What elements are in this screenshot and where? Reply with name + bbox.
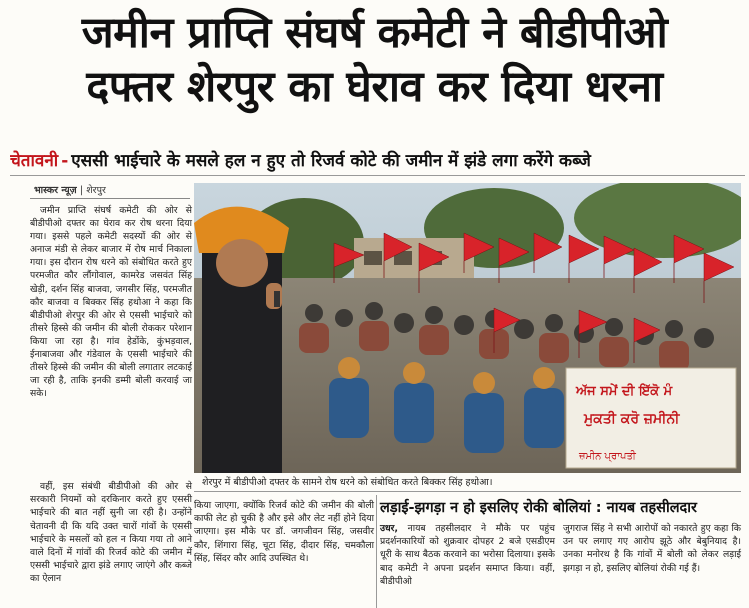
article-column-left-bottom <box>30 480 192 586</box>
article-column-left <box>30 204 192 402</box>
sidebar-lead: उधर, <box>380 523 398 534</box>
sidebar-column-1 <box>380 522 555 588</box>
headline-line-1: जमीन प्राप्ति संघर्ष कमेटी ने बीडीपीओ <box>81 8 668 58</box>
headline-line-2: दफ्तर शेरपुर का घेराव कर दिया धरना <box>86 62 663 112</box>
photo-caption: शेरपुर में बीडीपीओ दफ्तर के सामने रोष धरने को संबोधित करते बिक्कर सिंह हथोआ। <box>194 473 741 492</box>
column-divider <box>376 495 377 608</box>
sidebar-body <box>380 522 741 588</box>
protest-photo-illustration <box>194 183 741 473</box>
subheadline-tag: चेतावनी <box>10 151 59 171</box>
article-column-middle <box>194 499 374 565</box>
headline <box>8 6 741 114</box>
sidebar-text-1: नायब तहसीलदार ने मौके पर पहुंच प्रदर्शनकारियों को शुक्रवार दोपहर 2 बजे एसडीएम धूरी के साथ बैठक करवाने का भरोसा दिलाया। इसके बाद कमेटी ने अपना प्रदर्शन समाप्त किया। वहीं, बीडीपीओ <box>380 523 555 587</box>
byline-agency: भास्कर न्यूज़ <box>34 185 77 196</box>
byline-city: | शेरपुर <box>80 185 106 196</box>
sidebar-text-2: जुगराज सिंह ने सभी आरोपों को नकारते हुए कहा कि उन पर लगाए गए आरोप झूठे और बेबुनियाद है। उनका मनोरथ है कि गांवों में बोली को लेकर लड़ाई झगड़ा न हो, इसलिए बोलियां रोकी गई हैं। <box>563 523 741 574</box>
article-paragraph-1: जमीन प्राप्ति संघर्ष कमेटी की ओर से बीडीपीओ दफ्तर का घेराव कर रोष धरना दिया गया। इससे पहले कमेटी सदस्यों की ओर से अनाज मंडी से लेकर बाजार में रोष मार्च निकाला गया। इस दौरान रोष धरने को संबोधित करते हुए परमजीत कौर लौंगोवाल, कामरेड जसवंत सिंह खेड़ी, दर्शन सिंह बाजवा, जगसीर सिंह, परमजीत कौर बाजवा व बिक्कर सिंह हथोआ ने कहा कि बीडीपीओ शेरपुर की ओर से एससी भाईचारे को तीसरे हिस्से की जमीन की बोली रोककर परेशान किया जा रहा है। गांव हेडोंके, कुंभड़वाल, ईनाबाजवा और गंडेवाल के एससी भाईचारे की तीसरे हिस्से की जमीन की बोली लगातार लटकाई जा रही है, ताकि इनकी डम्मी बोली करवाई जा सके। <box>30 205 192 400</box>
sidebar-column-2 <box>563 522 741 588</box>
article-paragraph-2: वहीं, इस संबंधी बीडीपीओ की ओर से सरकारी नियमों को दरकिनार करते हुए एससी भाईचारे की बात नहीं सुनी जा रही है। उन्होंने चेतावनी दी कि यदि उक्त चारों गांवों के एससी भाईचारे के मसलों को हल न किया गया तो आने वाले दिनों में गांवों की रिजर्व कोटे की जमीन में एससी भाईचारे द्वारा झंडे लगाए जाएंगे और कब्जे का ऐलान <box>30 481 192 585</box>
subheadline <box>10 146 745 176</box>
banner-line-1: ਅੱਜ ਸਮੇਂ ਦੀ ਇੱਕੋ ਮੰ <box>576 384 673 399</box>
subheadline-text: एससी भाईचारे के मसले हल न हुए तो रिजर्व कोटे की जमीन में झंडे लगा करेंगे कब्जे <box>71 151 591 171</box>
subheadline-separator: - <box>61 151 69 171</box>
banner-line-3: ਜ਼ਮੀਨ ਪ੍ਰਾਪਤੀ <box>579 451 636 462</box>
byline <box>34 183 106 196</box>
news-photo <box>194 183 741 473</box>
byline-divider <box>30 198 190 199</box>
article-paragraph-3: किया जाएगा, क्योंकि रिजर्व कोटे की जमीन की बोली काफी लेट हो चुकी है और इसे और लेट नहीं होने दिया जाएगा। इस मौके पर डॉ. जगजीवन सिंह, जसवीर कौर, शिंगारा सिंह, चूटा सिंह, दीदार सिंह, चमकौला सिंह, सिंदर कौर आदि उपस्थित थे। <box>194 500 374 564</box>
sidebar-headline: लड़ाई-झगड़ा न हो इसलिए रोकी बोलियां : नायब तहसीलदार <box>380 500 697 516</box>
banner-line-2: ਮੁਕਤੀ ਕਰੋ ਜ਼ਮੀਨੀ <box>584 411 680 427</box>
